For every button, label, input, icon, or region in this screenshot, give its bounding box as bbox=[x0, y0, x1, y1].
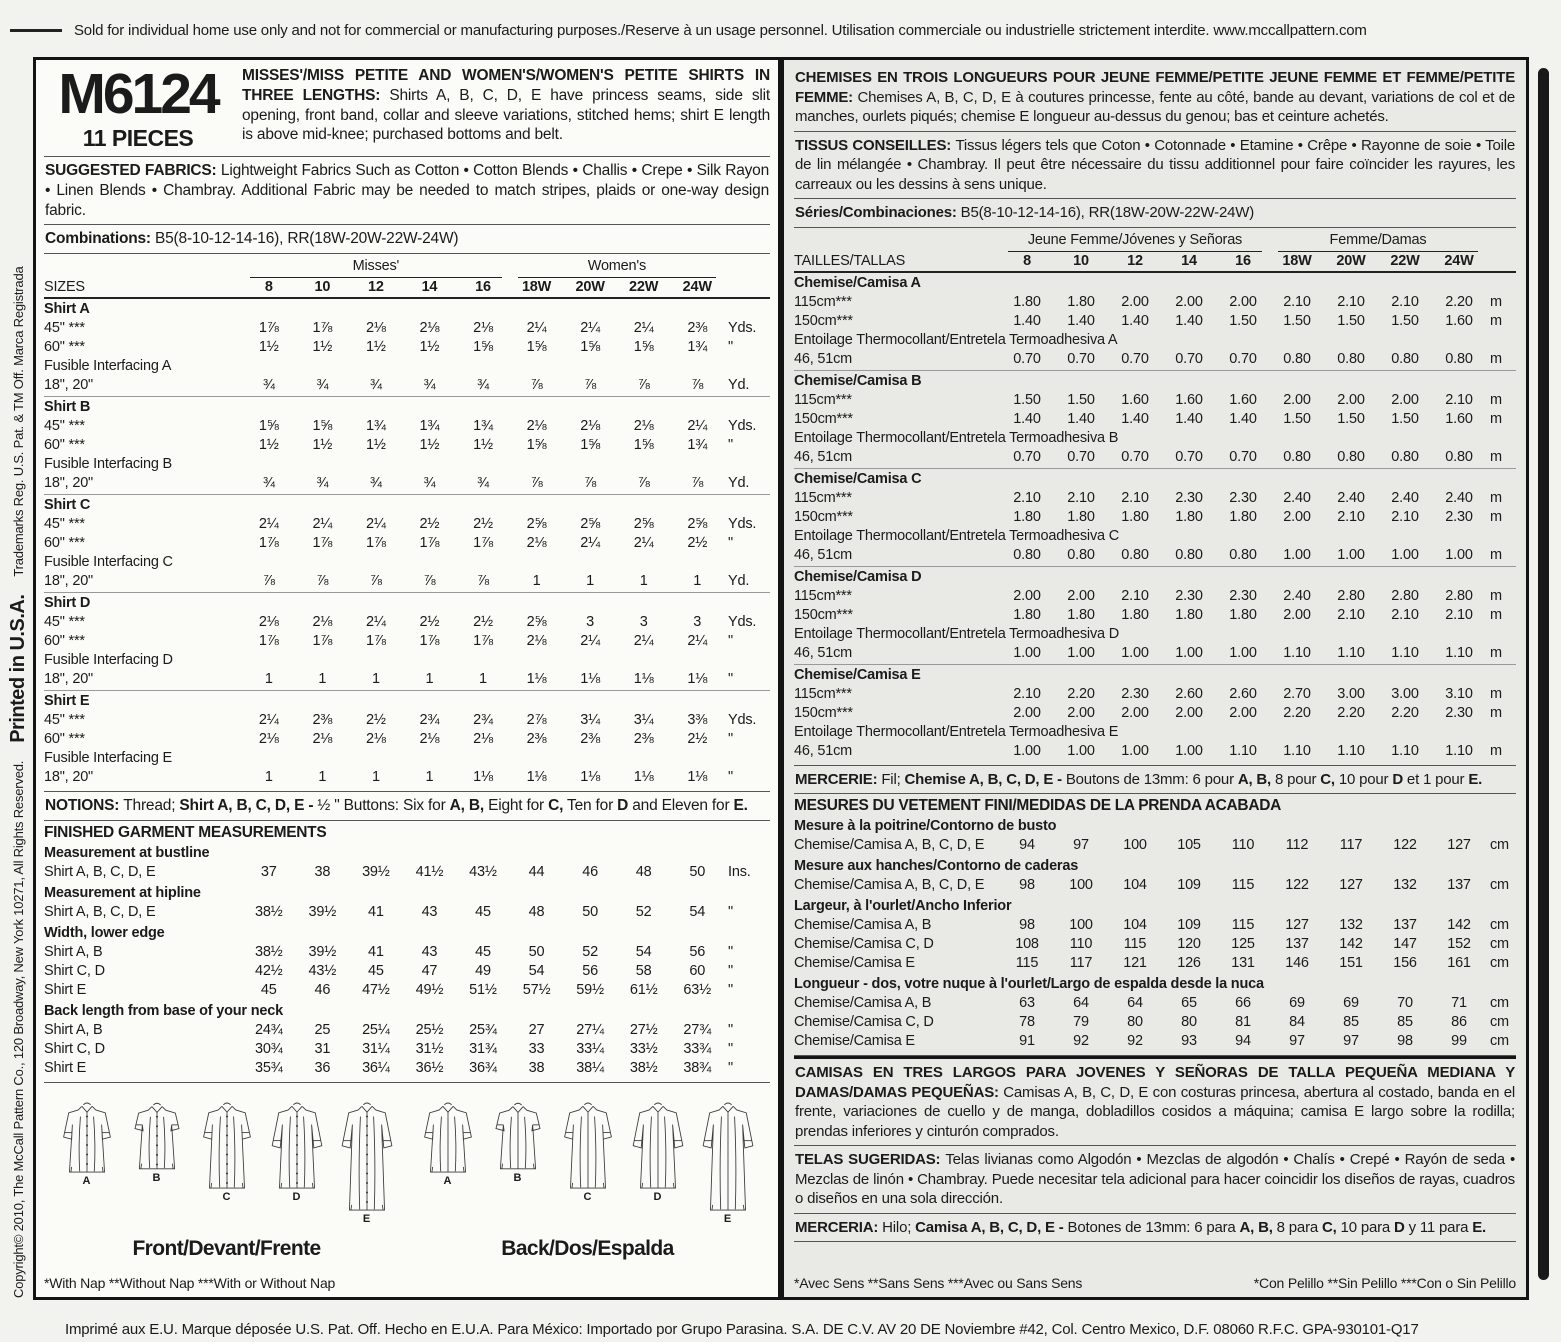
table-row: Shirt A, B, C, D, E 38½ 39½ 41 43 45 48 50 52 54 " bbox=[44, 904, 733, 921]
notions-text: NOTIONS: Thread; Shirt A, B, C, D, E - ½ " Buttons: Six for A, B, Eight for C, Ten for D and Eleven for E. bbox=[44, 792, 770, 821]
figure-caption: Back/Dos/Espalda bbox=[501, 1237, 674, 1261]
figure-letter: C bbox=[583, 1191, 592, 1204]
table-row: 46, 51cm 1.00 1.00 1.00 1.00 1.00 1.10 1.10 1.10 1.10 m bbox=[794, 644, 1502, 661]
table-section bbox=[794, 816, 1516, 856]
table-row: Entoilage Thermocollant/Entretela Termoadhesiva E bbox=[794, 723, 1119, 740]
table-section-header: Largeur, à l'ourlet/Ancho Inferior bbox=[794, 898, 1012, 914]
merceria-text: MERCERIA: Hilo; Camisa A, B, C, D, E - Botones de 13mm: 6 para A, B, 8 para C, 10 para D y 11 para E. bbox=[794, 1214, 1516, 1243]
table-section bbox=[44, 843, 770, 883]
table-row: 46, 51cm 1.00 1.00 1.00 1.00 1.10 1.10 1.10 1.10 1.10 m bbox=[794, 742, 1502, 759]
table-title: MESURES DU VETEMENT FINI/MEDIDAS DE LA PRENDA ACABADA bbox=[794, 797, 1282, 814]
table-row: Fusible Interfacing A bbox=[44, 358, 172, 375]
table-row: 18", 20" 1 1 1 1 1 1⅛ 1⅛ 1⅛ 1⅛ " bbox=[44, 671, 733, 688]
nap-footnote: *With Nap **Without Nap ***With or Without Nap bbox=[44, 1275, 336, 1291]
table-row: 60" *** 1⅞ 1⅞ 1⅞ 1⅞ 1⅞ 2⅛ 2¼ 2¼ 2¼ " bbox=[44, 633, 733, 650]
table-row: Entoilage Thermocollant/Entretela Termoadhesiva A bbox=[794, 331, 1118, 348]
pattern-id bbox=[44, 62, 232, 152]
shirt-drawing bbox=[194, 1099, 260, 1191]
tissus-text: TISSUS CONSEILLES: Tissus légers tels que Coton • Cotonnade • Etamine • Crêpe • Rayonne de soie • Toile de lin mélangée • Chambray. Il peut être nécessaire du tissu additionnel pour faire coïncider les rayures, les carreaux ou les dessins à sens unique. bbox=[794, 132, 1516, 200]
table-row: 150cm*** 1.40 1.40 1.40 1.40 1.40 1.50 1.50 1.50 1.60 m bbox=[794, 410, 1502, 427]
shirt-drawing bbox=[334, 1099, 400, 1213]
table-section bbox=[794, 896, 1516, 974]
shirt-drawing bbox=[124, 1099, 190, 1172]
figure-letter: B bbox=[152, 1172, 161, 1185]
table-row: 150cm*** 1.40 1.40 1.40 1.40 1.50 1.50 1.50 1.50 1.60 m bbox=[794, 312, 1502, 329]
table-section-header: Shirt D bbox=[44, 595, 91, 612]
size-group-header: Jeune Femme/Jóvenes y Señoras Femme/Damas bbox=[794, 230, 1516, 252]
table-section-header: Chemise/Camisa B bbox=[794, 372, 922, 389]
table-row: Shirt A, B, C, D, E 37 38 39½ 41½ 43½ 44 46 48 50 Ins. bbox=[44, 864, 751, 881]
copyright-sidebar bbox=[4, 58, 32, 1298]
table-section-header: Chemise/Camisa E bbox=[794, 666, 921, 683]
back-views bbox=[407, 1099, 768, 1269]
figure-letter: C bbox=[222, 1191, 231, 1204]
table-row: Shirt E 45 46 47½ 49½ 51½ 57½ 59½ 61½ 63½ " bbox=[44, 982, 733, 999]
table-section-header: Shirt E bbox=[44, 693, 90, 710]
sizes-header-row: SIZES 8 10 12 14 16 18W 20W 22W 24W bbox=[44, 278, 770, 299]
printed-in-usa-text: Printed in U.S.A. bbox=[6, 594, 29, 743]
pelillo-footnote: *Con Pelillo **Sin Pelillo ***Con o Sin Pelillo bbox=[1253, 1275, 1516, 1291]
table-row: Shirt C, D 30¾ 31 31¼ 31½ 31¾ 33 33¼ 33½ 33¾ " bbox=[44, 1041, 733, 1058]
mercerie-text: MERCERIE: Fil; Chemise A, B, C, D, E - Boutons de 13mm: 6 pour A, B, 8 pour C, 10 pour D et 1 pour E. bbox=[794, 766, 1516, 795]
table-row: 60" *** 1½ 1½ 1½ 1½ 1⅝ 1⅝ 1⅝ 1⅝ 1¾ " bbox=[44, 339, 733, 356]
shirt-drawing bbox=[264, 1099, 330, 1191]
table-row: 45" *** 1⅝ 1⅝ 1¾ 1¾ 1¾ 2⅛ 2⅛ 2⅛ 2¼ Yds. bbox=[44, 418, 757, 435]
pieces-count: 11 PIECES bbox=[82, 125, 194, 151]
combinations-text: Combinations: B5(8-10-12-14-16), RR(18W-20W-22W-24W) bbox=[44, 225, 770, 254]
figure-row bbox=[407, 1099, 768, 1225]
table-section bbox=[44, 299, 770, 396]
table-row: 45" *** 2⅛ 2⅛ 2¼ 2½ 2½ 2⅝ 3 3 3 Yds. bbox=[44, 614, 757, 631]
table-row: 115cm*** 2.10 2.20 2.30 2.60 2.60 2.70 3.00 3.00 3.10 m bbox=[794, 685, 1502, 702]
french-spanish-panel bbox=[781, 57, 1529, 1300]
table-section bbox=[794, 566, 1516, 664]
table-section bbox=[44, 592, 770, 690]
figure-caption: Front/Devant/Frente bbox=[132, 1237, 321, 1261]
table-row: 115cm*** 2.10 2.10 2.10 2.30 2.30 2.40 2.40 2.40 2.40 m bbox=[794, 489, 1502, 506]
table-row: 60" *** 1⅞ 1⅞ 1⅞ 1⅞ 1⅞ 2⅛ 2¼ 2¼ 2½ " bbox=[44, 535, 733, 552]
table-section-header: Shirt A bbox=[44, 301, 90, 318]
table-row: Chemise/Camisa A, B, C, D, E 98 100 104 109 115 122 127 132 137 cm bbox=[794, 877, 1509, 893]
shirt-figure-back-D bbox=[625, 1099, 691, 1203]
table-row: Chemise/Camisa E 91 92 92 93 94 97 97 98 99 cm bbox=[794, 1033, 1509, 1049]
table-section-header: Shirt C bbox=[44, 497, 91, 514]
figure-letter: E bbox=[723, 1213, 732, 1226]
table-section bbox=[44, 494, 770, 592]
table-row: Chemise/Camisa C, D 108 110 115 120 125 137 142 147 152 cm bbox=[794, 936, 1509, 952]
sens-footnote: *Avec Sens **Sans Sens ***Avec ou Sans Sens bbox=[794, 1275, 1083, 1291]
table-section-header: Longueur - dos, votre nuque à l'ourlet/Largo de espalda desde la nuca bbox=[794, 976, 1264, 992]
shirt-figure-front-A bbox=[54, 1099, 120, 1187]
table-section-header: Mesure aux hanches/Contorno de caderas bbox=[794, 858, 1079, 874]
usage-notice-text: Sold for individual home use only and not for commercial or manufacturing purposes./Reserve à un usage personnel. Utilisation commerciale ou industrielle strictement interdite. www.mccallpattern.com bbox=[74, 22, 1367, 39]
telas-text: TELAS SUGERIDAS: Telas livianas como Algodón • Mezclas de algodón • Chalís • Crepé • Rayón de seda • Mezclas de linón • Chambray. Puede necesitar tela adicional para hacer coincidir los diseños de rayas, cuadros o diseños en una sola dirección. bbox=[794, 1146, 1516, 1214]
table-title: FINISHED GARMENT MEASUREMENTS bbox=[44, 824, 327, 842]
table-row: 60" *** 1½ 1½ 1½ 1½ 1½ 1⅝ 1⅝ 1⅝ 1¾ " bbox=[44, 437, 733, 454]
usage-notice bbox=[10, 22, 1527, 39]
envelope-edge-bar bbox=[1538, 68, 1549, 1280]
table-row: 18", 20" 1 1 1 1 1⅛ 1⅛ 1⅛ 1⅛ 1⅛ " bbox=[44, 769, 733, 786]
sizes-header-row: TAILLES/TALLAS 8 10 12 14 16 18W 20W 22W 24W bbox=[794, 252, 1516, 273]
table-row: 45" *** 2¼ 2¼ 2¼ 2½ 2½ 2⅝ 2⅝ 2⅝ 2⅝ Yds. bbox=[44, 516, 757, 533]
figure-letter: D bbox=[653, 1191, 662, 1204]
shirt-figure-back-A bbox=[415, 1099, 481, 1187]
table-section-header: Chemise/Camisa C bbox=[794, 470, 922, 487]
sens-pelillo-footnotes bbox=[794, 1271, 1516, 1291]
copyright-text: Copyright© 2010, The McCall Pattern Co., 120 Broadway, New York 10271, All Rights Reserved. bbox=[10, 760, 26, 1298]
table-section bbox=[794, 664, 1516, 762]
table-row: 150cm*** 1.80 1.80 1.80 1.80 1.80 2.00 2.10 2.10 2.30 m bbox=[794, 508, 1502, 525]
table-row: Chemise/Camisa A, B, C, D, E 94 97 100 105 110 112 117 122 127 cm bbox=[794, 837, 1509, 853]
shirt-drawing bbox=[54, 1099, 120, 1175]
figure-letter: D bbox=[292, 1191, 301, 1204]
metrage-table bbox=[794, 228, 1516, 766]
size-group-header: Misses' Women's bbox=[44, 256, 770, 278]
figure-row bbox=[46, 1099, 407, 1225]
table-section-header: Measurement at hipline bbox=[44, 885, 201, 902]
table-row: 115cm*** 1.50 1.50 1.60 1.60 1.60 2.00 2.00 2.00 2.10 m bbox=[794, 391, 1502, 408]
table-row: 18", 20" ¾ ¾ ¾ ¾ ¾ ⅞ ⅞ ⅞ ⅞ Yd. bbox=[44, 475, 750, 492]
table-row: 18", 20" ¾ ¾ ¾ ¾ ¾ ⅞ ⅞ ⅞ ⅞ Yd. bbox=[44, 377, 750, 394]
suggested-fabrics-text: SUGGESTED FABRICS: Lightweight Fabrics Such as Cotton • Cotton Blends • Challis • Crepe • Silk Rayon • Linen Blends • Chambray. Additional Fabric may be needed to match stripes, plaids or one-way design fabric. bbox=[44, 157, 770, 225]
table-section bbox=[794, 974, 1516, 1052]
table-row: 46, 51cm 0.70 0.70 0.70 0.70 0.70 0.80 0.80 0.80 0.80 m bbox=[794, 448, 1502, 465]
table-row: 45" *** 2¼ 2⅜ 2½ 2¾ 2¾ 2⅞ 3¼ 3¼ 3⅜ Yds. bbox=[44, 712, 757, 729]
table-row: 115cm*** 1.80 1.80 2.00 2.00 2.00 2.10 2.10 2.10 2.20 m bbox=[794, 293, 1502, 310]
figure-letter: A bbox=[82, 1175, 91, 1188]
shirt-figure-back-C bbox=[555, 1099, 621, 1203]
dash-mark bbox=[10, 29, 62, 32]
header-block bbox=[44, 64, 770, 157]
table-row: Entoilage Thermocollant/Entretela Termoadhesiva C bbox=[794, 527, 1119, 544]
table-section-header: Width, lower edge bbox=[44, 925, 165, 942]
table-section-header: Chemise/Camisa A bbox=[794, 274, 921, 291]
table-section bbox=[794, 856, 1516, 896]
shirt-figure-front-C bbox=[194, 1099, 260, 1203]
pattern-number: M6124 bbox=[58, 62, 218, 126]
shirt-illustrations bbox=[44, 1083, 770, 1271]
table-row: 150cm*** 2.00 2.00 2.00 2.00 2.00 2.20 2.20 2.20 2.30 m bbox=[794, 704, 1502, 721]
table-row: Chemise/Camisa A, B 63 64 64 65 66 69 69 70 71 cm bbox=[794, 995, 1509, 1011]
figure-letter: A bbox=[443, 1175, 452, 1188]
table-row: Fusible Interfacing E bbox=[44, 750, 172, 767]
shirt-drawing bbox=[695, 1099, 761, 1213]
table-section-header: Shirt B bbox=[44, 399, 91, 416]
table-row: 18", 20" ⅞ ⅞ ⅞ ⅞ ⅞ 1 1 1 1 Yd. bbox=[44, 573, 750, 590]
shirt-drawing bbox=[485, 1099, 551, 1172]
table-section-header: Mesure à la poitrine/Contorno de busto bbox=[794, 818, 1057, 834]
chemises-description-text: CHEMISES EN TROIS LONGUEURS POUR JEUNE FEMME/PETITE JEUNE FEMME ET FEMME/PETITE FEMME: Chemises A, B, C, D, E à coutures princesse, fente au côté, bande au devant, variations de col et de manches, ourlets piqués; chemise E longueur au-dessus du genou; bas et ceinture achetés. bbox=[794, 64, 1516, 132]
table-row: Fusible Interfacing D bbox=[44, 652, 173, 669]
trademark-text: Trademarks Reg. U.S. Pat. & TM Off. Marca Registrada bbox=[10, 266, 26, 577]
table-row: Shirt E 35¾ 36 36¼ 36½ 36¾ 38 38¼ 38½ 38¾ " bbox=[44, 1060, 733, 1077]
table-section bbox=[794, 370, 1516, 468]
table-row: Fusible Interfacing C bbox=[44, 554, 173, 571]
finished-measurements-table bbox=[44, 821, 770, 1083]
table-section bbox=[44, 1001, 770, 1079]
table-row: 45" *** 1⅞ 1⅞ 2⅛ 2⅛ 2⅛ 2¼ 2¼ 2¼ 2⅜ Yds. bbox=[44, 320, 757, 337]
table-row: Fusible Interfacing B bbox=[44, 456, 172, 473]
table-section bbox=[44, 923, 770, 1001]
shirt-drawing bbox=[555, 1099, 621, 1191]
table-section bbox=[44, 883, 770, 923]
table-row: 150cm*** 1.80 1.80 1.80 1.80 1.80 2.00 2.10 2.10 2.10 m bbox=[794, 606, 1502, 623]
english-panel bbox=[33, 57, 781, 1300]
table-section bbox=[794, 273, 1516, 370]
figure-letter: B bbox=[513, 1172, 522, 1185]
yardage-table-english bbox=[44, 254, 770, 792]
table-row: Chemise/Camisa C, D 78 79 80 80 81 84 85 85 86 cm bbox=[794, 1014, 1509, 1030]
figure-letter: E bbox=[362, 1213, 371, 1226]
table-section bbox=[794, 468, 1516, 566]
table-row: Shirt A, B 24¾ 25 25¼ 25½ 25¾ 27 27¼ 27½ 27¾ " bbox=[44, 1022, 733, 1039]
table-section-header: Back length from base of your neck bbox=[44, 1003, 283, 1020]
printing-footer: Imprimé aux E.U. Marque déposée U.S. Pat. Off. Hecho en E.U.A. Para México: Importado por Grupo Parasina. S.A. DE C.V. AV 20 DE Noviembre #42, Col. Centro Mexico, D.F. 08060 R.F.C. GPA-930101-Q17 bbox=[65, 1321, 1419, 1338]
shirt-figure-front-B bbox=[124, 1099, 190, 1184]
description-text: MISSES'/MISS PETITE AND WOMEN'S/WOMEN'S PETITE SHIRTS IN THREE LENGTHS: Shirts A, B, C, D, E have princess seams, side slit opening, front band, collar and sleeve variations, stitched hems; shirt E length is above mid-knee; purchased bottoms and belt. bbox=[242, 67, 771, 144]
shirt-figure-front-E bbox=[334, 1099, 400, 1225]
table-row: Shirt A, B 38½ 39½ 41 43 45 50 52 54 56 " bbox=[44, 944, 733, 961]
series-text: Séries/Combinaciones: B5(8-10-12-14-16), RR(18W-20W-22W-24W) bbox=[794, 199, 1516, 228]
table-row: Entoilage Thermocollant/Entretela Termoadhesiva D bbox=[794, 625, 1119, 642]
shirt-figure-back-B bbox=[485, 1099, 551, 1184]
mesures-table bbox=[794, 794, 1516, 1056]
shirt-drawing bbox=[415, 1099, 481, 1175]
shirt-figure-front-D bbox=[264, 1099, 330, 1203]
table-section bbox=[44, 396, 770, 494]
table-row: 46, 51cm 0.70 0.70 0.70 0.70 0.70 0.80 0.80 0.80 0.80 m bbox=[794, 350, 1502, 367]
table-row: Chemise/Camisa E 115 117 121 126 131 146 151 156 161 cm bbox=[794, 955, 1509, 971]
shirt-drawing bbox=[625, 1099, 691, 1191]
table-row: Entoilage Thermocollant/Entretela Termoadhesiva B bbox=[794, 429, 1119, 446]
table-section-header: Chemise/Camisa D bbox=[794, 568, 922, 585]
camisas-description-text: CAMISAS EN TRES LARGOS PARA JOVENES Y SEÑORAS DE TALLA PEQUEÑA MEDIANA Y DAMAS/DAMAS PEQUEÑAS: Camisas A, B, C, D, E con costuras princesa, abertura al costado, banda en el frente, variaciones de cuello y de manga, dobladillos cosidos a máquina; camisa E largo sobre la rodilla; prendas inferiores y cinturón comprados. bbox=[794, 1056, 1516, 1146]
table-section bbox=[44, 690, 770, 788]
table-row: Chemise/Camisa A, B 98 100 104 109 115 127 132 137 142 cm bbox=[794, 917, 1509, 933]
front-views bbox=[46, 1099, 407, 1269]
table-section-header: Measurement at bustline bbox=[44, 845, 210, 862]
table-row: Shirt C, D 42½ 43½ 45 47 49 54 56 58 60 " bbox=[44, 963, 733, 980]
shirt-figure-back-E bbox=[695, 1099, 761, 1225]
table-row: 60" *** 2⅛ 2⅛ 2⅛ 2⅛ 2⅛ 2⅜ 2⅜ 2⅜ 2½ " bbox=[44, 731, 733, 748]
table-row: 46, 51cm 0.80 0.80 0.80 0.80 0.80 1.00 1.00 1.00 1.00 m bbox=[794, 546, 1502, 563]
table-row: 115cm*** 2.00 2.00 2.10 2.30 2.30 2.40 2.80 2.80 2.80 m bbox=[794, 587, 1502, 604]
